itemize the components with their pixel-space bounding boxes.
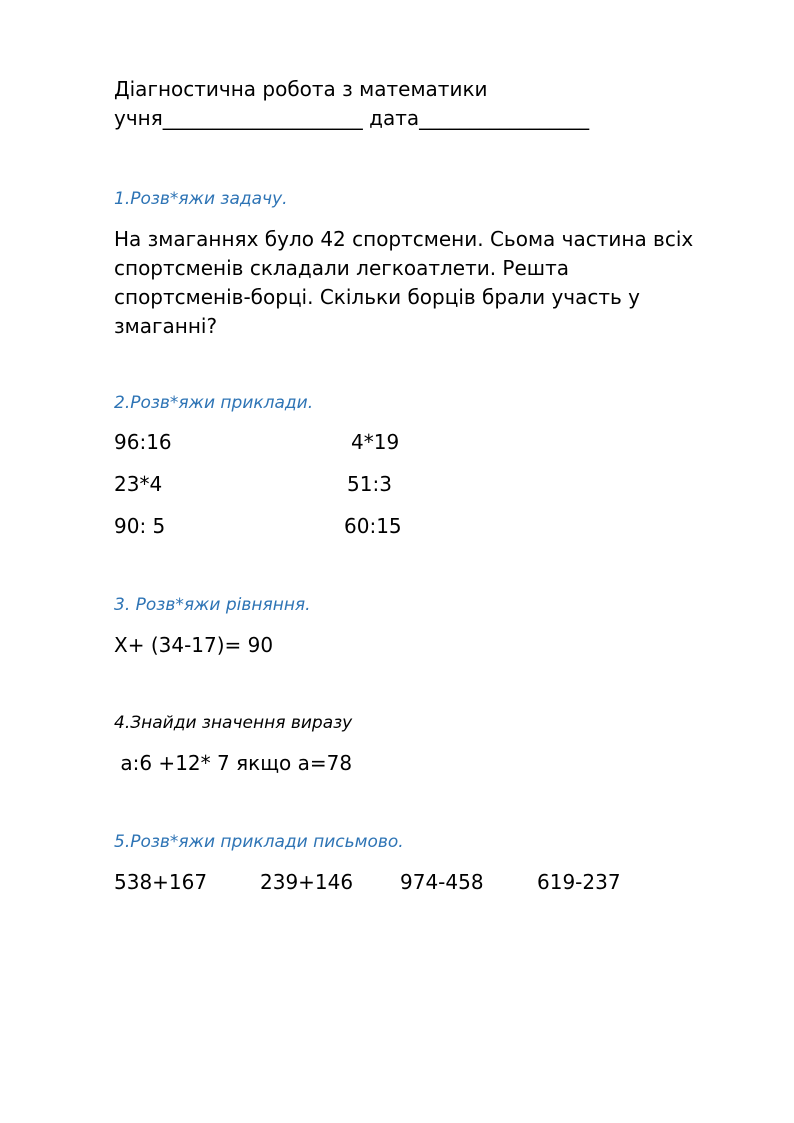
task-2-example: 4*19 bbox=[351, 430, 400, 454]
task-3-heading: 3. Розв*яжи рівняння. bbox=[114, 595, 311, 615]
task-2-example: 23*4 bbox=[114, 472, 163, 496]
task-1-line-3: спортсменів-борці. Скільки борців брали участь у bbox=[114, 285, 640, 309]
task-5-item: 239+146 bbox=[260, 870, 354, 894]
task-4-expression: a:6 +12* 7 якщо а=78 bbox=[114, 751, 353, 775]
task-1-line-2: спортсменів складали легкоатлети. Решта bbox=[114, 256, 569, 280]
task-5-item: 538+167 bbox=[114, 870, 208, 894]
task-2-example: 90: 5 bbox=[114, 514, 166, 538]
task-1-heading: 1.Розв*яжи задачу. bbox=[114, 189, 288, 209]
task-2-example: 51:3 bbox=[347, 472, 392, 496]
task-1-line-1: На змаганнях було 42 спортсмени. Сьома частина всіх bbox=[114, 227, 694, 251]
task-2-example: 60:15 bbox=[344, 514, 402, 538]
task-5-item: 619-237 bbox=[537, 870, 621, 894]
document-title: Діагностична робота з математики bbox=[114, 77, 488, 101]
task-2-heading: 2.Розв*яжи приклади. bbox=[114, 393, 314, 413]
task-5-heading: 5.Розв*яжи приклади письмово. bbox=[114, 832, 404, 852]
task-2-example: 96:16 bbox=[114, 430, 172, 454]
task-5-item: 974-458 bbox=[400, 870, 484, 894]
task-1-line-4: змаганні? bbox=[114, 314, 218, 338]
task-3-equation: X+ (34-17)= 90 bbox=[114, 633, 274, 657]
student-date-line: учня____________________ дата_________________ bbox=[114, 106, 590, 130]
task-4-heading: 4.Знайди значення виразу bbox=[114, 713, 353, 733]
